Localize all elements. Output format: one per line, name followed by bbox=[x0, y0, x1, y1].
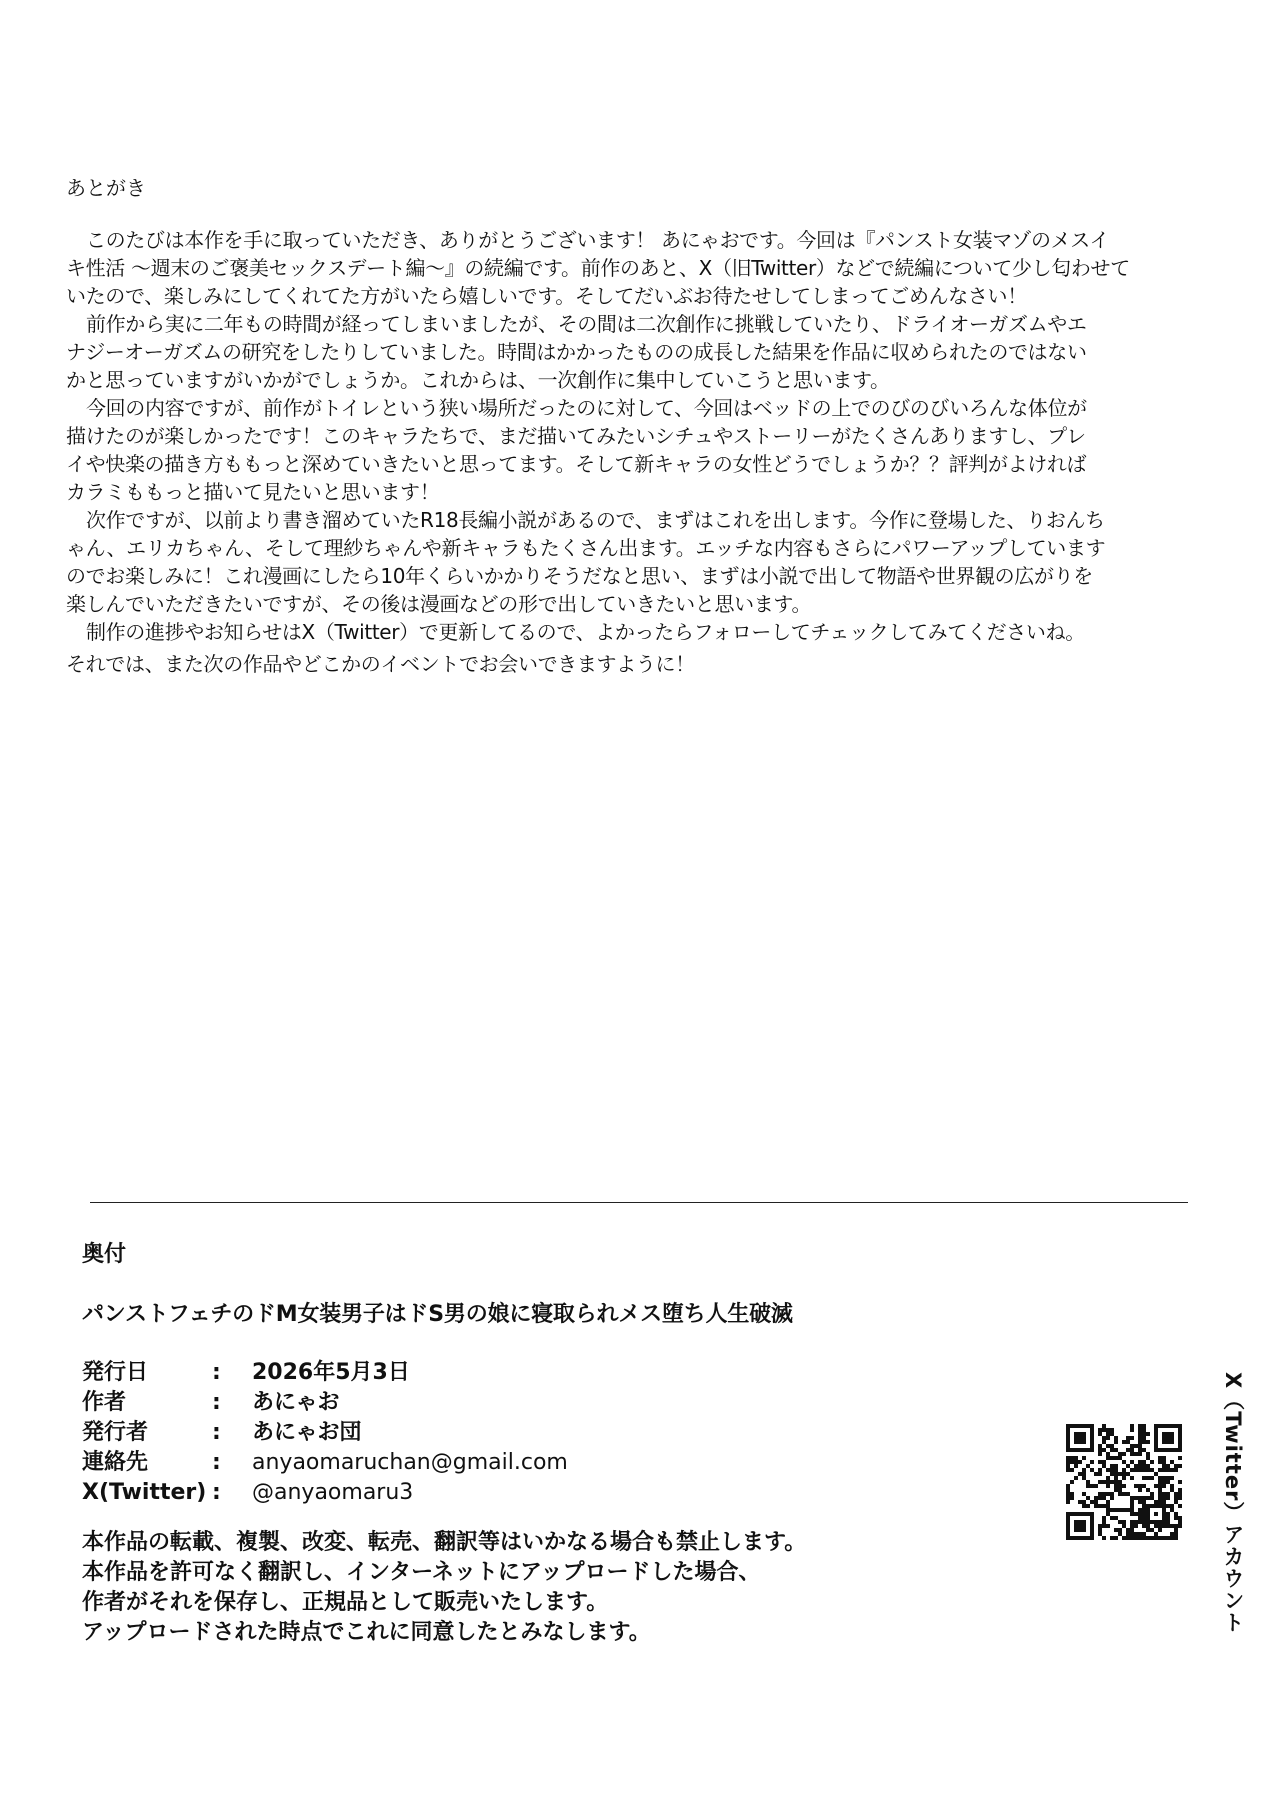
info-label: 発行者 bbox=[82, 1420, 149, 1445]
afterword-paragraph bbox=[66, 394, 1191, 506]
book-title: パンストフェチのドM女装男子はドS男の娘に寝取られメス堕ち人生破滅 bbox=[82, 1302, 793, 1327]
text-line: 次作ですが、以前より書き溜めていたR18長編小説があるので、まずはこれを出します。今作に登場した、りおんち bbox=[86, 508, 1105, 532]
notice-line: 本作品の転載、複製、改変、転売、翻訳等はいかなる場合も禁止します。 bbox=[82, 1530, 807, 1555]
text-line: 描けたのが楽しかったです！このキャラたちで、まだ描いてみたいシチュやストーリーがたくさんありますし、プレ bbox=[66, 424, 1086, 448]
info-separator: : bbox=[212, 1420, 221, 1445]
info-separator: : bbox=[212, 1360, 221, 1385]
text-line: イや快楽の描き方ももっと深めていきたいと思ってます。そして新キャラの女性どうでしょうか？？評判がよければ bbox=[66, 452, 1087, 476]
info-value: 2026年5月3日 bbox=[252, 1360, 410, 1385]
copyright-notice bbox=[82, 1528, 806, 1648]
info-value: あにゃお団 bbox=[252, 1420, 362, 1445]
notice-line: アップロードされた時点でこれに同意したとみなします。 bbox=[82, 1620, 651, 1645]
text-line: ナジーオーガズムの研究をしたりしていました。時間はかかったものの成長した結果を作品に収められたのではない bbox=[66, 340, 1087, 364]
text-line: かと思っていますがいかがでしょうか。これからは、一次創作に集中していこうと思います。 bbox=[66, 368, 890, 392]
text-line: このたびは本作を手に取っていただき、ありがとうございます！ あにゃおです。今回は『パンスト女装マゾのメスイ bbox=[86, 228, 1110, 252]
info-value: あにゃお bbox=[252, 1390, 340, 1415]
info-label: 発行日 bbox=[82, 1360, 149, 1385]
info-value: anyaomaruchan@gmail.com bbox=[252, 1450, 568, 1475]
text-line: キ性活 〜週末のご褒美セックスデート編〜』の続編です。前作のあと、X（旧Twitter）などで続編について少し匂わせて bbox=[66, 256, 1130, 280]
text-line: いたので、楽しみにしてくれてた方がいたら嬉しいです。そしてだいぶお待たせしてしまってごめんなさい！ bbox=[66, 284, 1027, 308]
info-label: 作者 bbox=[82, 1390, 127, 1415]
info-label: X(Twitter) bbox=[82, 1480, 207, 1505]
notice-line: 本作品を許可なく翻訳し、インターネットにアップロードした場合、 bbox=[82, 1560, 761, 1585]
afterword-closing: それでは、また次の作品やどこかのイベントでお会いできますように！ bbox=[66, 652, 695, 676]
section-divider bbox=[90, 1202, 1188, 1203]
afterword-paragraph bbox=[66, 226, 1191, 310]
text-line: 今回の内容ですが、前作がトイレという狭い場所だったのに対して、今回はベッドの上でのびのびいろんな体位が bbox=[86, 396, 1087, 420]
afterword-paragraph bbox=[66, 310, 1191, 394]
colophon-title: 奥付 bbox=[82, 1242, 127, 1267]
text-line: 前作から実に二年もの時間が経ってしまいましたが、その間は二次創作に挑戦していたり、ドライオーガズムやエ bbox=[86, 312, 1087, 336]
afterword-paragraph bbox=[66, 618, 1191, 646]
qr-code-icon bbox=[1066, 1424, 1182, 1540]
text-line: ゃん、エリカちゃん、そして理紗ちゃんや新キャラもたくさん出ます。エッチな内容もさらにパワーアップしています bbox=[66, 536, 1106, 560]
info-separator: : bbox=[212, 1450, 221, 1475]
text-line: 楽しんでいただきたいですが、その後は漫画などの形で出していきたいと思います。 bbox=[66, 592, 812, 616]
info-separator: : bbox=[212, 1480, 221, 1505]
notice-line: 作者がそれを保存し、正規品として販売いたします。 bbox=[82, 1590, 609, 1615]
afterword-body bbox=[66, 226, 1191, 646]
text-line: のでお楽しみに！これ漫画にしたら10年くらいかかりそうだなと思い、まずは小説で出して物語や世界観の広がりを bbox=[66, 564, 1093, 588]
afterword-title: あとがき bbox=[66, 176, 146, 200]
info-label: 連絡先 bbox=[82, 1450, 149, 1475]
afterword-paragraph bbox=[66, 506, 1191, 618]
info-value: @anyaomaru3 bbox=[252, 1480, 414, 1505]
qr-label: X（Twitter）アカウント bbox=[1221, 1372, 1245, 1634]
text-line: 制作の進捗やお知らせはX（Twitter）で更新してるので、よかったらフォローしてチェックしてみてくださいね。 bbox=[86, 620, 1085, 644]
text-line: カラミももっと描いて見たいと思います！ bbox=[66, 480, 440, 504]
info-separator: : bbox=[212, 1390, 221, 1415]
